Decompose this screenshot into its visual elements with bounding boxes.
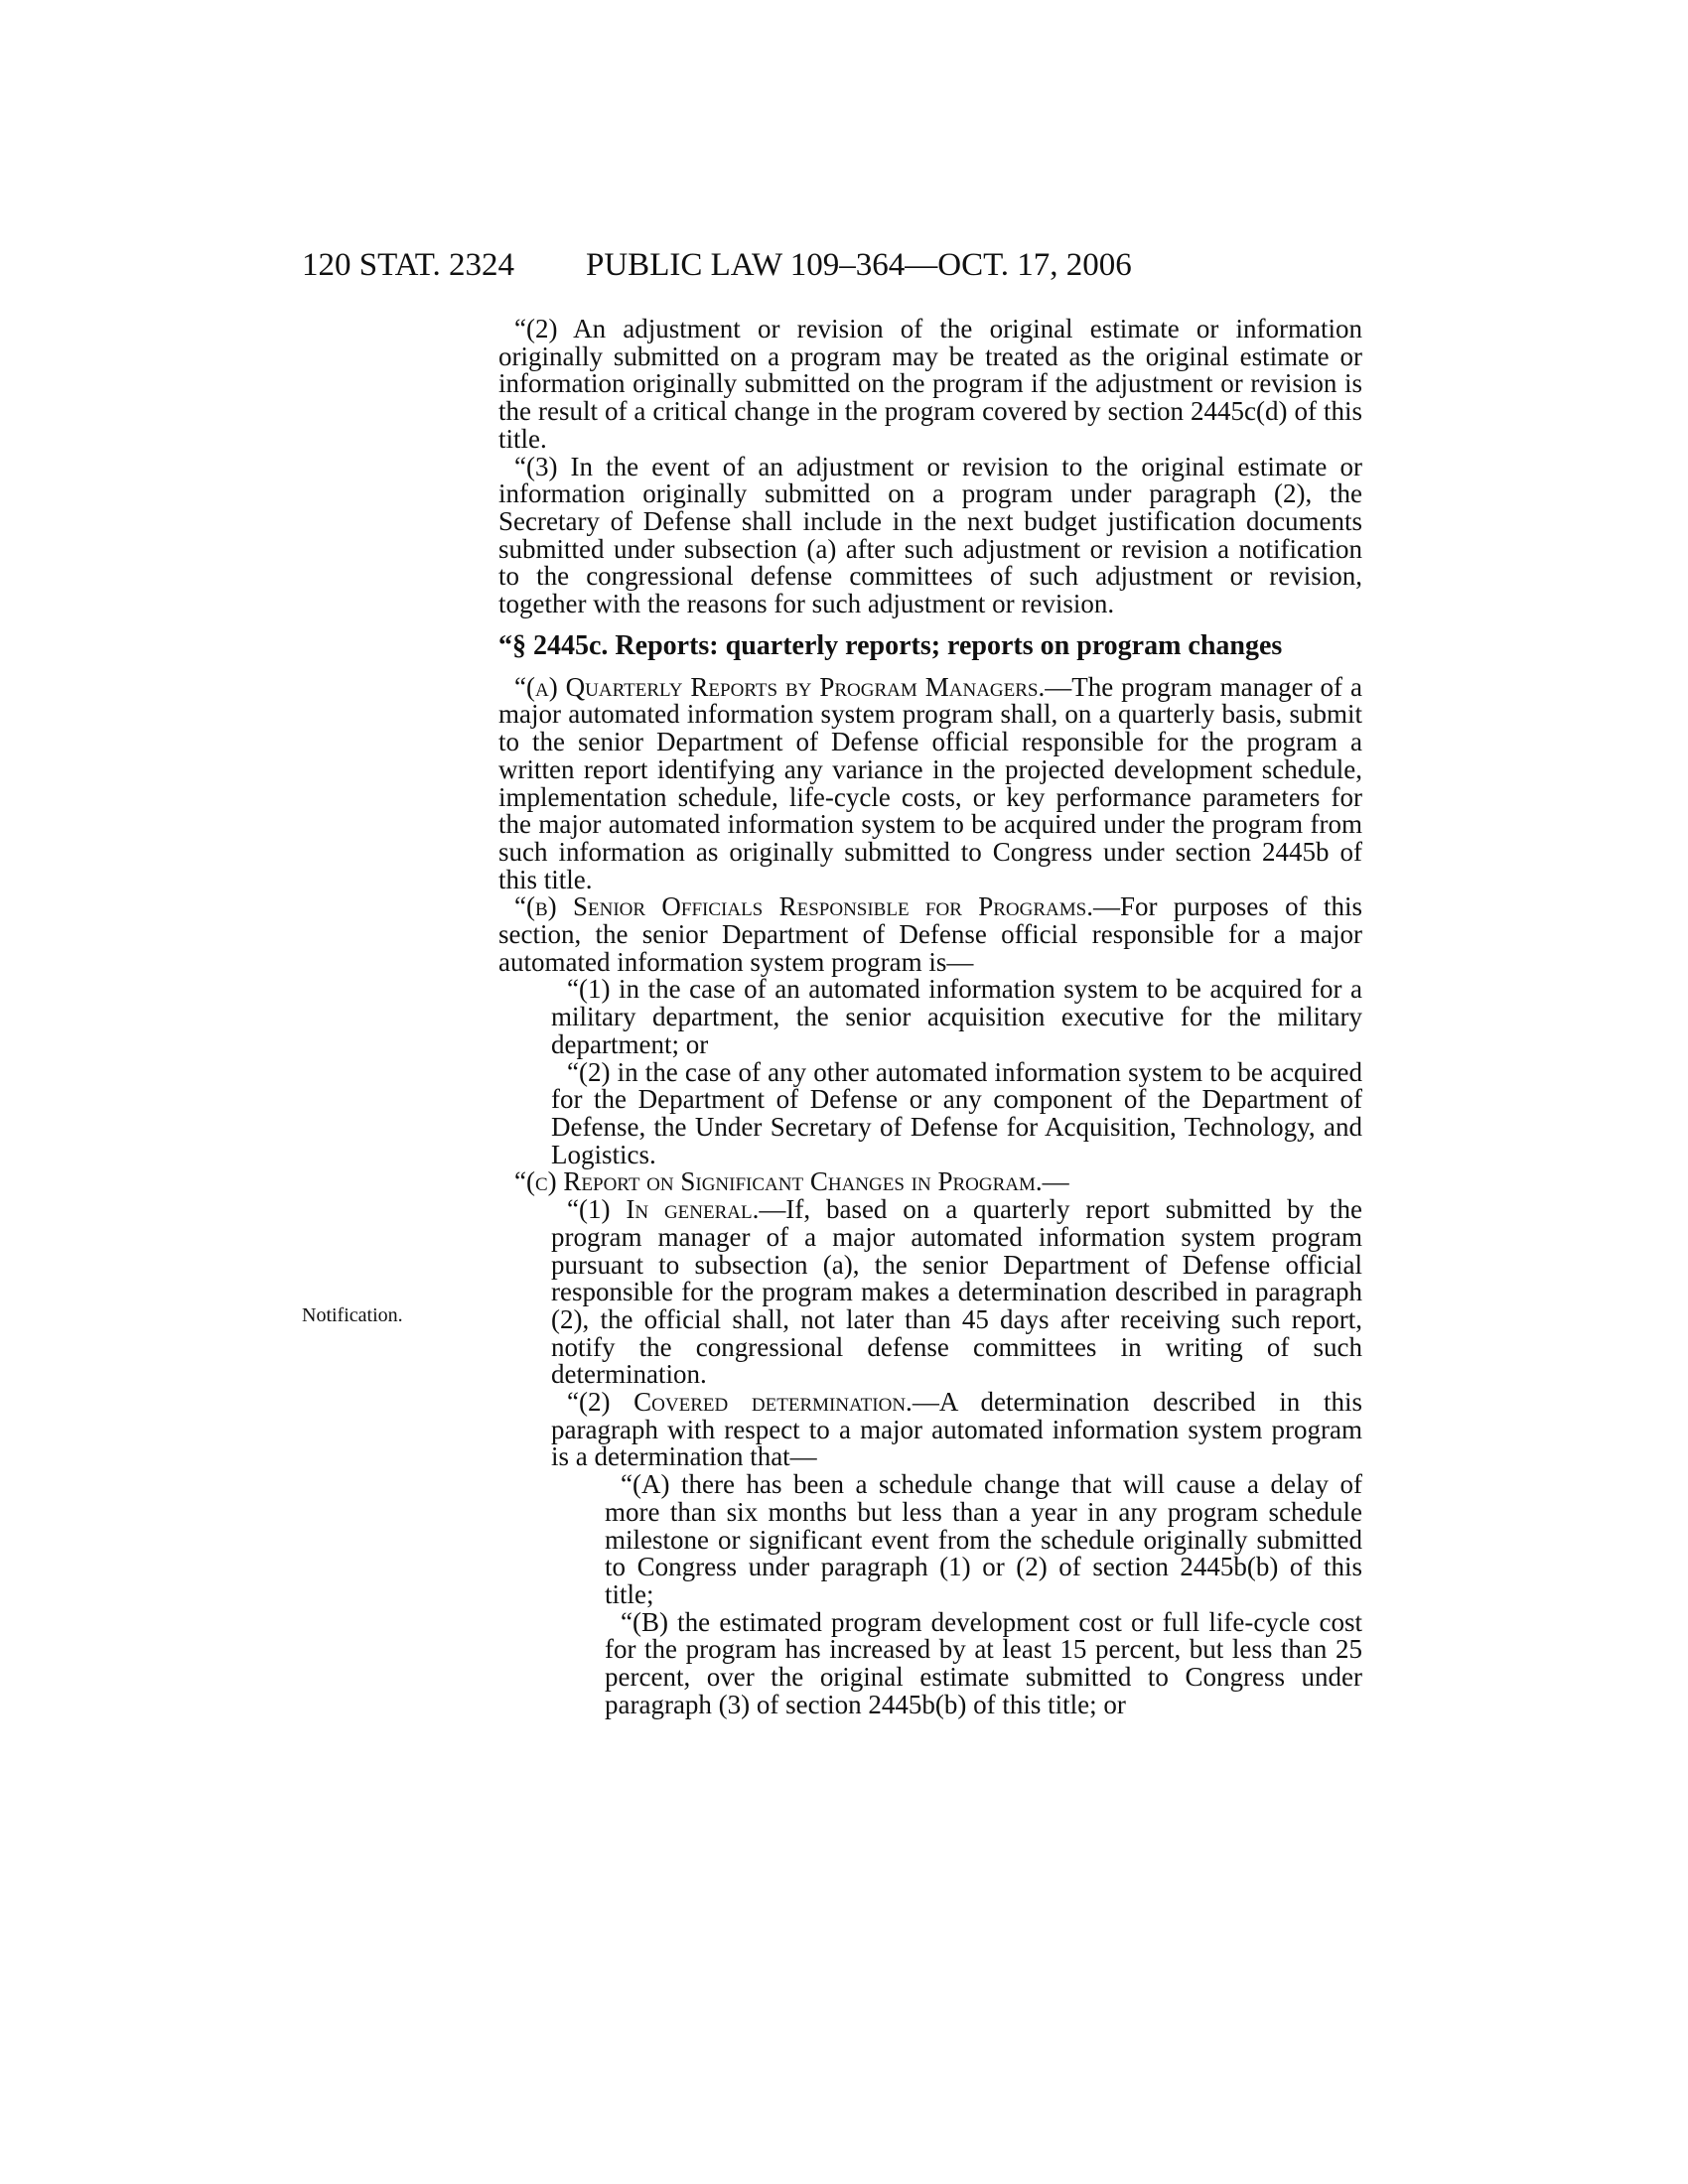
subparagraph-B: “(B) the estimated program development cost or full life-cycle cost for the program has increased by at least 15 percent, but less than 25 percent, over the original estimate submitted to Congress under paragraph (3) of section 2445b(b) of this title; or [605,1606,1362,1719]
paragraph-3: “(3) In the event of an adjustment or revision to the original estimate or information originally submitted on a program under paragraph (2), the Secretary of Defense shall include in the next budget justification documents submitted under subsection (a) after such adjustment or revision a notification to the congressional defense committees of such adjustment or revision, together with the reasons for such adjustment or revision. [498,451,1362,619]
paragraph-2: “(2) An adjustment or revision of the original estimate or information originally submitted on a program may be treated as the original estimate or information originally submitted on the program if the adjustment or revision is the result of a critical change in the program covered by section 2445c(d) of this title. [498,314,1362,454]
subsection-b-heading: “(b) Senior Officials Responsible for Programs. [514,891,1093,922]
subsection-b-text: —For purposes of this section, the senior Department of Defense official responsible for a major automated information system program is— [498,891,1362,977]
subsection-c-paragraph-2 [498,1389,1362,1471]
subsection-c-1-heading: “(1) In general. [567,1194,760,1225]
subsection-b [498,893,1362,976]
subsection-c-paragraph-1 [498,1196,1362,1389]
subsection-c-2-heading: “(2) Covered determination. [567,1387,913,1418]
subsection-b-paragraph-2: “(2) in the case of any other automated information system to be acquired for the Department of Defense or any component of the Department of Defense, the Under Secretary of Defense for Acquisition, Technology, and Logistics. [551,1056,1362,1169]
margin-note-notification: Notification. [302,1304,403,1326]
public-law-title: PUBLIC LAW 109–364—OCT. 17, 2006 [586,247,1132,283]
subsection-c-1-text: —If, based on a quarterly report submitted by the program manager of a major automated information system program pursuant to subsection (a), the senior Department of Defense official responsible for the program makes a determination described in paragraph (2), the official shall, not later than 45 days after receiving such report, notify the congressional defense committees in writing of such determination. [551,1194,1362,1390]
subsection-c-2-text: —A determination described in this paragraph with respect to a major automated information system program is a determination that— [551,1387,1362,1472]
subparagraph-A: “(A) there has been a schedule change that will cause a delay of more than six months but less than a year in any program schedule milestone or significant event from the schedule originally submitted to Congress under paragraph (1) or (2) of section 2445b(b) of this title; [605,1469,1362,1609]
statute-body [498,316,1362,1718]
subsection-c-heading: “(c) Report on Significant Changes in Program.— [514,1166,1069,1197]
subsection-a [498,671,1362,894]
statute-citation: 120 STAT. 2324 [302,247,515,283]
section-heading: “§ 2445c. Reports: quarterly reports; reports on program changes [498,629,1283,661]
subsection-b-paragraph-1: “(1) in the case of an automated information system to be acquired for a military department, the senior acquisition executive for the military department; or [551,974,1362,1059]
subsection-a-heading: “(a) Quarterly Reports by Program Managers. [514,671,1046,702]
subsection-a-text: —The program manager of a major automated information system program shall, on a quarterly basis, submit to the senior Department of Defense official responsible for the program a written report identifying any variance in the projected development schedule, implementation schedule, life-cycle costs, or key performance parameters for the major automated information system to be acquired under the program from such information as originally submitted to Congress under section 2445b of this title. [498,671,1362,894]
page-header [0,245,1688,285]
